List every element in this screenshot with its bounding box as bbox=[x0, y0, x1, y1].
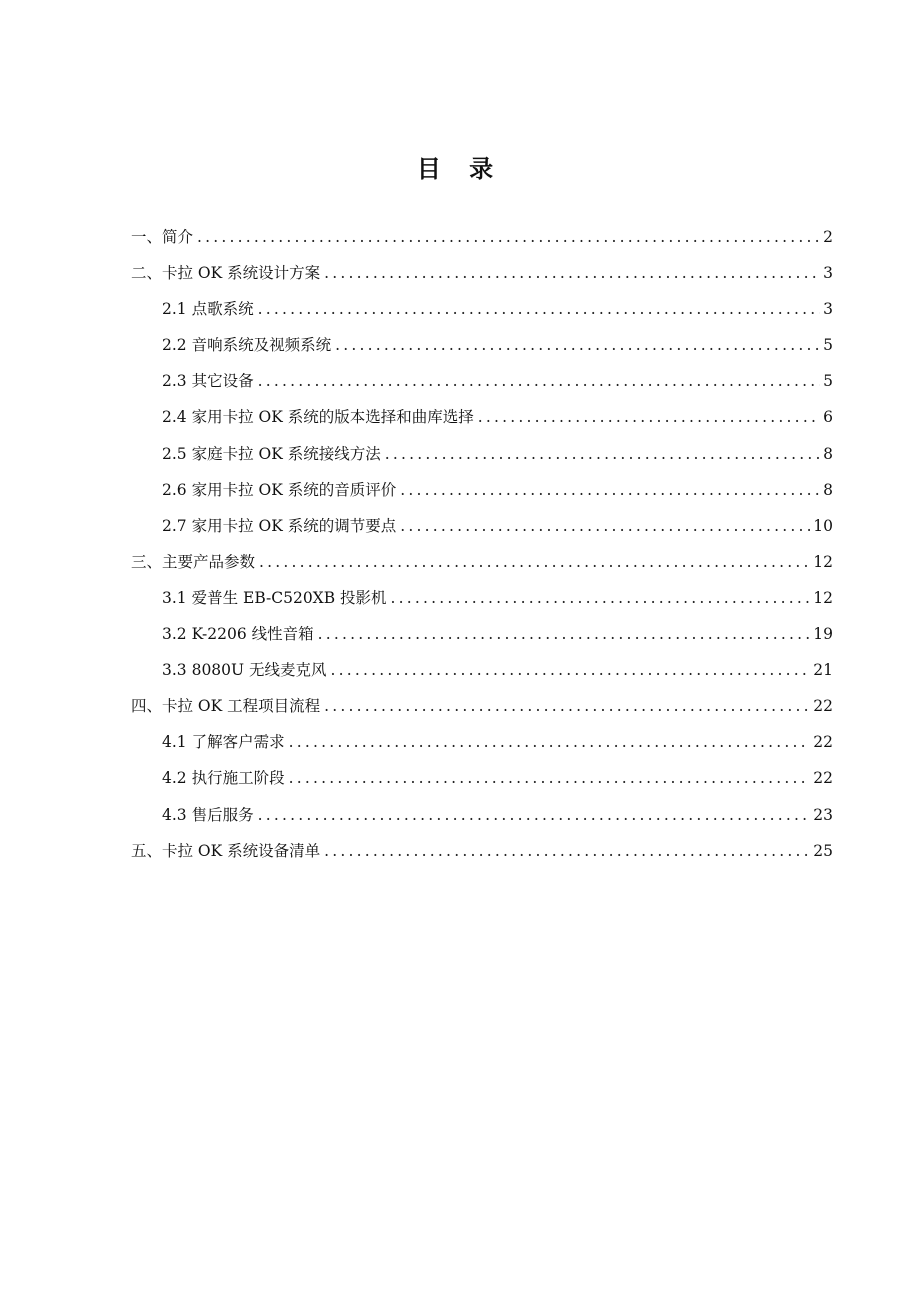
toc-entry-label: 4.1 了解客户需求 bbox=[162, 733, 285, 752]
toc-entry-page: 3 bbox=[823, 264, 833, 283]
toc-entry[interactable] bbox=[131, 291, 833, 327]
toc-entry-page: 22 bbox=[813, 769, 833, 788]
toc-leader-dots bbox=[400, 508, 810, 544]
toc-entry[interactable] bbox=[131, 436, 833, 472]
toc-leader-dots bbox=[331, 652, 811, 688]
toc-entry-label: 2.5 家庭卡拉 OK 系统接线方法 bbox=[162, 444, 381, 463]
toc-entry-page: 5 bbox=[823, 372, 833, 391]
toc-leader-dots bbox=[258, 291, 821, 327]
toc-entry-label: 三、主要产品参数 bbox=[131, 552, 256, 571]
toc-entry[interactable] bbox=[131, 472, 833, 508]
toc-entry-label: 一、简介 bbox=[131, 228, 194, 246]
toc-entry[interactable] bbox=[131, 508, 833, 544]
toc-leader-dots bbox=[478, 399, 820, 435]
toc-entry[interactable] bbox=[131, 255, 833, 291]
toc-entry-page: 23 bbox=[813, 805, 833, 824]
toc-entry-page: 10 bbox=[813, 516, 833, 535]
toc-entry[interactable] bbox=[131, 327, 833, 363]
toc-entry-label: 4.2 执行施工阶段 bbox=[162, 769, 285, 788]
toc-entry-page: 22 bbox=[813, 733, 833, 752]
toc-entry-label: 2.2 音响系统及视频系统 bbox=[162, 336, 332, 355]
toc-entry-label: 2.3 其它设备 bbox=[162, 372, 254, 391]
toc-list bbox=[131, 219, 833, 869]
toc-entry-label: 2.6 家用卡拉 OK 系统的音质评价 bbox=[162, 480, 397, 499]
toc-leader-dots bbox=[258, 363, 821, 399]
toc-entry[interactable] bbox=[131, 544, 833, 580]
toc-entry-label: 3.2 K-2206 线性音箱 bbox=[162, 625, 314, 644]
toc-entry-page: 21 bbox=[813, 661, 833, 680]
toc-entry-page: 22 bbox=[813, 697, 833, 716]
toc-entry[interactable] bbox=[131, 688, 833, 724]
toc-entry-label: 2.7 家用卡拉 OK 系统的调节要点 bbox=[162, 516, 397, 535]
toc-leader-dots bbox=[385, 436, 820, 472]
toc-entry-label: 2.1 点歌系统 bbox=[162, 300, 254, 319]
toc-entry[interactable] bbox=[131, 219, 833, 255]
toc-entry-page: 8 bbox=[823, 444, 833, 463]
toc-entry-label: 3.1 爱普生 EB-C520XB 投影机 bbox=[162, 588, 387, 607]
toc-entry[interactable] bbox=[131, 833, 833, 869]
toc-leader-dots bbox=[259, 544, 810, 580]
toc-leader-dots bbox=[258, 797, 811, 833]
toc-entry-label: 4.3 售后服务 bbox=[162, 805, 254, 824]
toc-leader-dots bbox=[324, 833, 810, 869]
toc-entry-label: 四、卡拉 OK 工程项目流程 bbox=[131, 697, 321, 716]
toc-entry-page: 12 bbox=[813, 588, 833, 607]
toc-entry-page: 19 bbox=[813, 625, 833, 644]
toc-entry[interactable] bbox=[131, 363, 833, 399]
toc-leader-dots bbox=[335, 327, 820, 363]
toc-leader-dots bbox=[400, 472, 820, 508]
toc-entry-page: 3 bbox=[823, 300, 833, 319]
toc-entry-page: 12 bbox=[813, 552, 833, 571]
toc-leader-dots bbox=[318, 616, 811, 652]
toc-entry-label: 2.4 家用卡拉 OK 系统的版本选择和曲库选择 bbox=[162, 408, 474, 427]
toc-entry-page: 25 bbox=[813, 841, 833, 860]
toc-leader-dots bbox=[324, 255, 820, 291]
toc-entry[interactable] bbox=[131, 616, 833, 652]
toc-entry[interactable] bbox=[131, 797, 833, 833]
toc-leader-dots bbox=[289, 724, 811, 760]
toc-leader-dots bbox=[197, 219, 820, 255]
toc-leader-dots bbox=[289, 760, 811, 796]
toc-entry-label: 二、卡拉 OK 系统设计方案 bbox=[131, 264, 321, 283]
toc-entry-page: 5 bbox=[823, 336, 833, 355]
toc-entry-page: 2 bbox=[823, 228, 833, 246]
toc-entry-page: 8 bbox=[823, 480, 833, 499]
toc-entry[interactable] bbox=[131, 652, 833, 688]
toc-entry[interactable] bbox=[131, 580, 833, 616]
toc-leader-dots bbox=[391, 580, 811, 616]
toc-entry-label: 3.3 8080U 无线麦克风 bbox=[162, 661, 327, 680]
toc-entry[interactable] bbox=[131, 399, 833, 435]
toc-entry-page: 6 bbox=[823, 408, 833, 427]
toc-title: 目 录 bbox=[416, 154, 504, 183]
toc-entry[interactable] bbox=[131, 760, 833, 796]
toc-entry[interactable] bbox=[131, 724, 833, 760]
toc-entry-label: 五、卡拉 OK 系统设备清单 bbox=[131, 841, 321, 860]
toc-leader-dots bbox=[324, 688, 810, 724]
